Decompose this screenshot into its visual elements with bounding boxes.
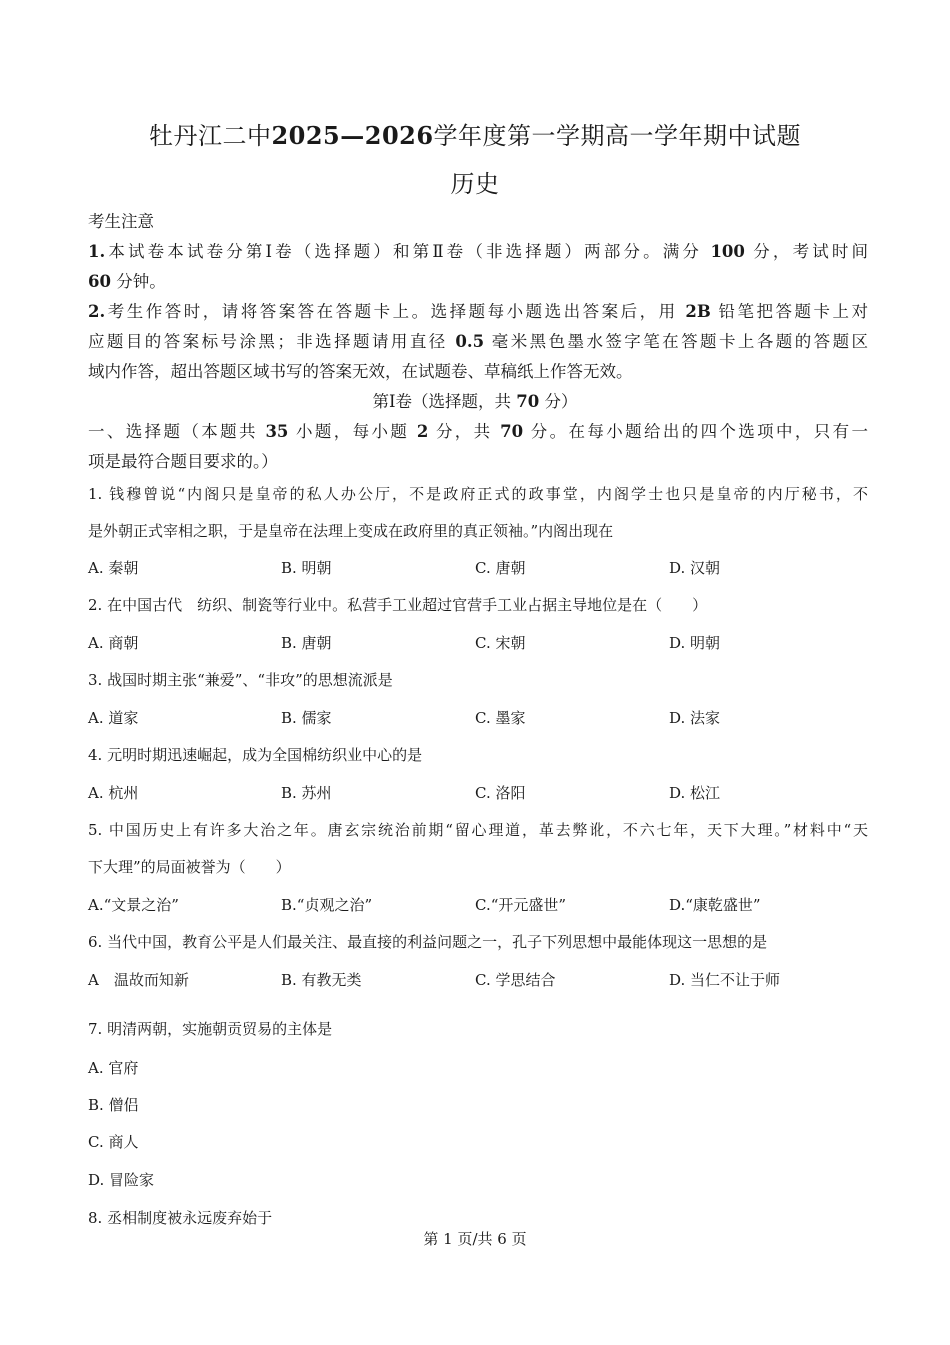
q7-option-d: D. 冒险家 — [88, 1171, 155, 1189]
q4-option-b: B. 苏州 — [281, 784, 332, 802]
question-5-line-2: 下大理”的局面被誉为（ ） — [88, 858, 291, 876]
q2-option-d: D. 明朝 — [669, 634, 721, 652]
q1-option-c: C. 唐朝 — [475, 559, 526, 577]
notice-total-score: 100 — [710, 242, 745, 261]
q1-option-b: B. 明朝 — [281, 559, 332, 577]
notice-exam-minutes: 60 — [88, 272, 111, 291]
q2-option-a: A. 商朝 — [88, 634, 139, 652]
notice-pencil-type: 2B — [685, 302, 711, 321]
title-prefix: 牡丹江二中 — [148, 122, 272, 150]
notice-item-2-text-end: 铅笔把答题卡上对 — [710, 302, 868, 321]
notice-item-2-text: 考生作答时，请将答案答在答题卡上。选择题每小题选出答案后，用 — [105, 302, 686, 321]
notice-heading: 考生注意 — [88, 212, 154, 231]
question-2-line-1: 2. 在中国古代 纺织、制瓷等行业中。私营手工业超过官营手工业占据主导地位是在（ ） — [88, 596, 708, 614]
notice-item-1-number: 1. — [88, 242, 106, 261]
notice-item-2-line-2-a: 应题目的答案标号涂黑；非选择题请用直径 — [88, 332, 456, 351]
q3-option-d: D. 法家 — [669, 709, 721, 727]
q2-option-c: C. 宋朝 — [475, 634, 526, 652]
title-suffix: 学年度第一学期高一学年期中试题 — [433, 122, 802, 150]
notice-item-1-text: 本试卷本试卷分第Ⅰ卷（选择题）和第Ⅱ卷（非选择题）两部分。满分 — [105, 242, 711, 261]
notice-item-2-line-3: 域内作答，超出答题区域书写的答案无效，在试题卷、草稿纸上作答无效。 — [88, 362, 633, 381]
q6-option-c: C. 学思结合 — [475, 971, 556, 989]
subject-title: 历史 — [450, 170, 500, 198]
section-heading-b: 分） — [539, 392, 578, 411]
intro-d: 分。在每小题给出的四个选项中，只有一 — [523, 422, 869, 441]
q4-option-a: A. 杭州 — [88, 784, 139, 802]
q4-option-d: D. 松江 — [669, 784, 721, 802]
question-6-line-1: 6. 当代中国，教育公平是人们最关注、最直接的利益问题之一，孔子下列思想中最能体现这一思想的是 — [88, 933, 768, 951]
q2-option-b: B. 唐朝 — [281, 634, 332, 652]
question-3-line-1: 3. 战国时期主张“兼爱”、“非攻”的思想流派是 — [88, 671, 393, 689]
section-heading-a: 第Ⅰ卷（选择题，共 — [372, 392, 517, 411]
section-heading-score: 70 — [516, 392, 540, 411]
q6-option-b: B. 有教无类 — [281, 971, 362, 989]
intro-b: 小题，每小题 — [288, 422, 417, 441]
question-1-line-1: 1. 钱穆曾说“内阁只是皇帝的私人办公厅，不是政府正式的政事堂，内阁学士也只是皇帝的内厅秘书，不 — [88, 485, 868, 503]
q5-option-d: D.“康乾盛世” — [669, 896, 761, 914]
question-1-line-2: 是外朝正式宰相之职，于是皇帝在法理上变成在政府里的真正领袖。”内阁出现在 — [88, 522, 614, 540]
question-4-line-1: 4. 元明时期迅速崛起，成为全国棉纺织业中心的是 — [88, 746, 423, 764]
notice-item-1-line-1 — [88, 238, 868, 262]
q5-option-a: A.“文景之治” — [88, 896, 179, 914]
q5-option-c: C.“开元盛世” — [475, 896, 567, 914]
question-5-line-1: 5. 中国历史上有许多大治之年。唐玄宗统治前期“留心理道，革去弊讹，不六七年，天下大理。”材料中“天 — [88, 821, 868, 839]
section-heading — [0, 388, 950, 412]
title-years: 2025—2026 — [271, 121, 434, 150]
q5-option-b: B.“贞观之治” — [281, 896, 373, 914]
question-8-line-1: 8. 丞相制度被永远废弃始于 — [88, 1209, 273, 1227]
question-7-line-1: 7. 明清两朝，实施朝贡贸易的主体是 — [88, 1020, 333, 1038]
notice-item-1-line-2 — [88, 268, 868, 292]
intro-question-count: 35 — [265, 422, 289, 441]
intro-a: 一、选择题（本题共 — [88, 422, 266, 441]
intro-c: 分，共 — [428, 422, 501, 441]
q7-option-b: B. 僧侣 — [88, 1096, 139, 1114]
notice-item-2-number: 2. — [88, 302, 106, 321]
q3-option-c: C. 墨家 — [475, 709, 526, 727]
notice-item-2-line-2 — [88, 328, 868, 352]
exam-title — [0, 116, 950, 151]
page-number: 第 1 页/共 6 页 — [423, 1230, 527, 1248]
intro-total-score: 70 — [500, 422, 524, 441]
q1-option-d: D. 汉朝 — [669, 559, 721, 577]
intro-each-score: 2 — [416, 422, 429, 441]
notice-item-2-line-1 — [88, 298, 868, 322]
q7-option-c: C. 商人 — [88, 1133, 139, 1151]
notice-item-2-line-2-b: 毫米黑色墨水签字笔在答题卡上各题的答题区 — [484, 332, 868, 351]
q4-option-c: C. 洛阳 — [475, 784, 526, 802]
q6-option-d: D. 当仁不让于师 — [669, 971, 781, 989]
section-intro-line-2: 项是最符合题目要求的。） — [88, 452, 278, 471]
notice-item-1-text-end: 分，考试时间 — [744, 242, 868, 261]
q7-option-a: A. 官府 — [88, 1059, 139, 1077]
notice-pen-diameter: 0.5 — [455, 332, 485, 351]
section-intro-line-1 — [88, 418, 868, 442]
q3-option-a: A. 道家 — [88, 709, 139, 727]
q1-option-a: A. 秦朝 — [88, 559, 139, 577]
q3-option-b: B. 儒家 — [281, 709, 332, 727]
notice-item-1-tail: 分钟。 — [110, 272, 166, 291]
q6-option-a: A 温故而知新 — [88, 971, 189, 989]
